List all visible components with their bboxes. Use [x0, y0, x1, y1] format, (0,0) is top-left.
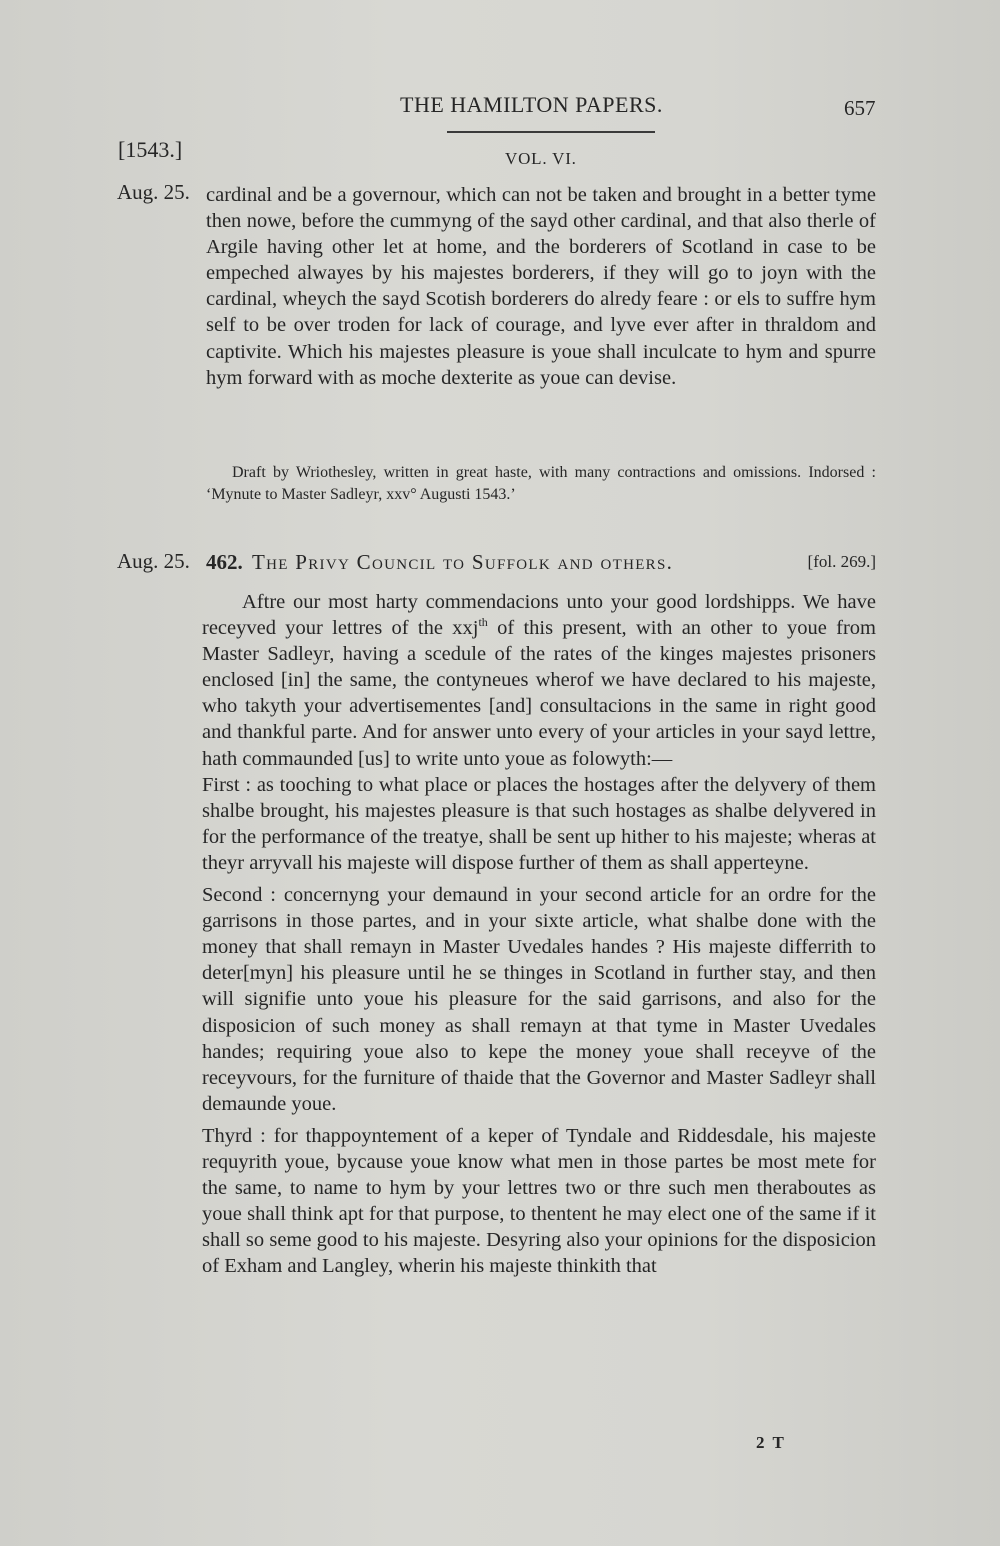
document-heading [206, 550, 876, 580]
paragraph-4: Thyrd : for thappoyntement of a keper of Tyndale and Riddesdale, his majeste requyrith youe, bycause youe know what men in those partes be most mete for the same, to name to hym by your lettres two or thre such men theraboutes as youe shall think apt for that purpose, to thentent he may elect one of the same if it shall so seme good to his majeste. Desyring also your opinions for the disposicion of Exham and Langley, wherin his majeste thinkith that [202, 1124, 876, 1278]
date-marginal-2: Aug. 25. [117, 549, 190, 573]
year-marginal: [1543.] [118, 137, 183, 162]
paragraph-1-end: of this present, with an other to youe from Master Sadleyr, having a scedule of the rates of the kinges majestes prisoners enclosed [in] the same, the contyneues wherof we have declared to his majeste, who takyth your advertisementes [and] consultacions in the same in right good and thankful parte. And for answer unto every of your articles in your sayd lettre, hath commaunded [us] to write unto youe as folowyth:— [202, 617, 877, 770]
paragraph-text: cardinal and be a governour, which can not be taken and brought in a better tyme then nowe, before the cummyng of the sayd other cardinal, and that also therle of Argile having other let at home, and the borderers of Scotland in case to be empeched alwayes by his majestes borderers, if they will go to joyn with the cardinal, wheych the sayd Scotish borderers do alredy feare : or els to suffre hym self to be over troden for lack of courage, and lyve ever after in thraldom and captivite. Which his majestes pleasure is youe shall inculcate to hym and spurre hym forward with as moche dexterite as youe can devise. [206, 184, 876, 389]
signature-mark: 2 T [756, 1433, 786, 1452]
running-header [0, 88, 1000, 128]
document-number: 462. [206, 550, 243, 574]
paragraph-2: First : as tooching to what place or places the hostages after the delyvery of them shalbe brought, his majestes pleasure is that such hostages as shalbe delyvered in for the performance of the treatye, shall be sent up hither to his majeste; wheras at theyr arryvall his majeste will dispose further of them as shall apperteyne. [202, 773, 876, 874]
editorial-note: Draft by Wriothesley, written in great haste, with many contractions and omissions. Indorsed : ‘Mynute to Master Sadleyr, xxv° Augusti 1543.’ [206, 464, 876, 503]
volume-label: VOL. VI. [505, 149, 577, 168]
letter-body [202, 589, 876, 1279]
document-title: The Privy Council to Suffolk and others. [252, 550, 674, 574]
date-marginal: Aug. 25. [117, 180, 190, 204]
superscript: th [478, 615, 488, 630]
paragraph-1 [202, 589, 876, 772]
page-title: THE HAMILTON PAPERS. [400, 92, 663, 117]
header-rule [447, 131, 655, 133]
continued-paragraph [206, 182, 876, 391]
paragraph-1-start: Aftre our most harty commendacions unto your good lordshipps. We have receyved your lettres of the xxj [202, 591, 876, 640]
paragraph-3: Second : concernyng your demaund in your second article for an ordre for the garrisons in those partes, and in your sixte article, what shalbe done with the money that shall remayn in Master Uvedales handes ? His majeste differrith to deter[myn] his pleasure until he se thinges in Scotland in further stay, and then will signifie unto youe his pleasure for the said garrisons, and also for the disposicion of such money as shall remayn at that tyme in Master Uvedales handes; requiring youe also to kepe the money youe shall receyve of the receyvours, for the furniture of thaide that the Governor and Master Sadleyr shall demaunde youe. [202, 884, 876, 1115]
page-number: 657 [844, 96, 876, 120]
folio-reference: [fol. 269.] [807, 552, 876, 571]
